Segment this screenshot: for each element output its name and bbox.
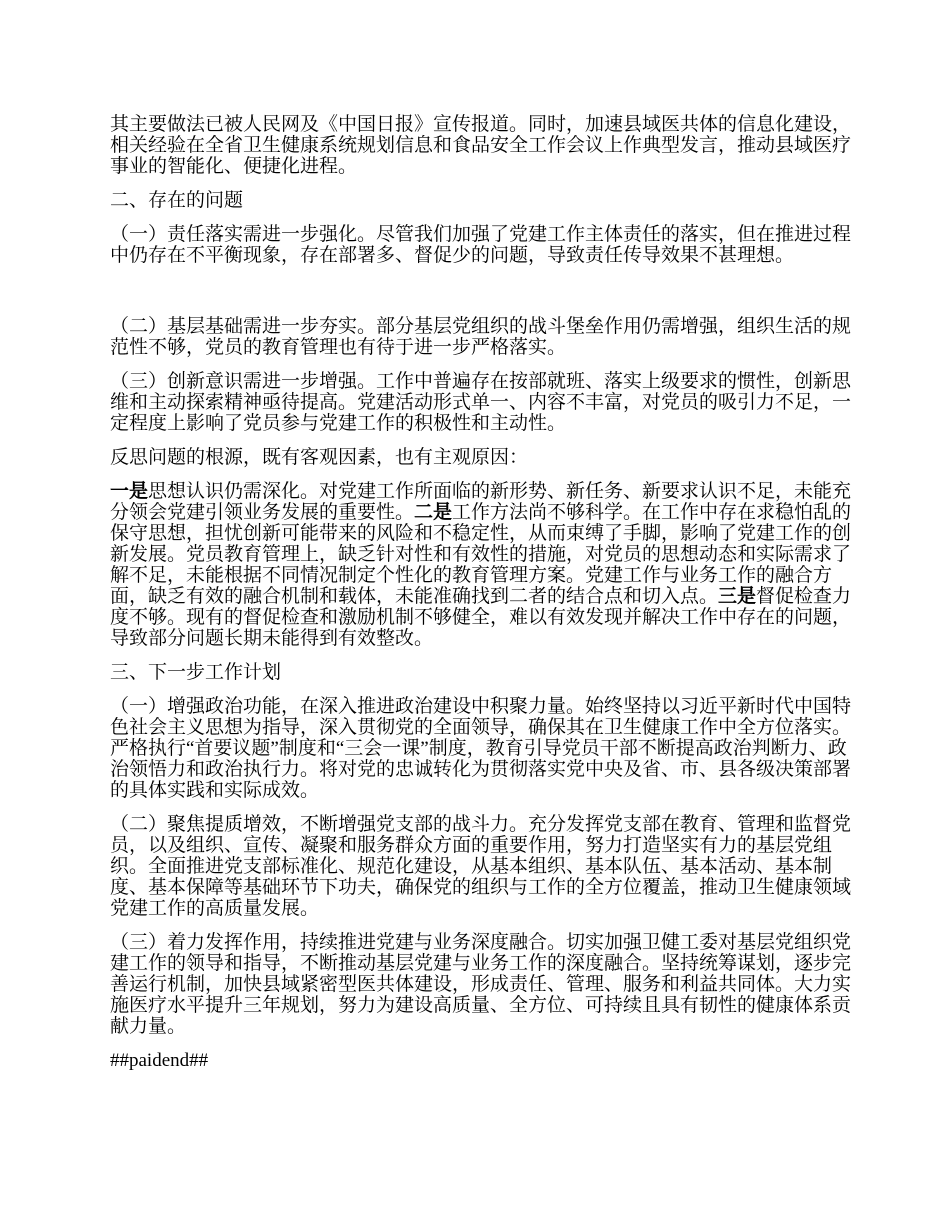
bold-text-run: 二是 — [414, 502, 453, 523]
paragraph — [110, 371, 865, 434]
text-run: 思想认识仍需深化。对党建工作所面临的新形势、新任务、新要求认识不足，未能充分领会党建引领业务发展的重要性。 — [110, 481, 852, 523]
paragraph — [110, 447, 865, 468]
paragraph — [110, 114, 865, 177]
text-run: 反思问题的根源，既有客观因素，也有主观原因： — [110, 447, 529, 468]
text-run: （二）基层基础需进一步夯实。部分基层党组织的战斗堡垒作用仍需增强，组织生活的规范性不够，党员的教育管理也有待于进一步严格落实。 — [110, 316, 852, 358]
paragraph — [110, 224, 865, 266]
text-run: 二、存在的问题 — [110, 190, 244, 211]
text-run: 督促检查力度不够。现有的督促检查和激励机制不够健全，难以有效发现并解决工作中存在的问题，导致部分问题长期未能得到有效整改。 — [110, 586, 852, 649]
section-heading — [110, 190, 865, 211]
text-run: ##paidend## — [110, 1050, 209, 1071]
paid-end-marker — [110, 1050, 865, 1071]
text-run: 三、下一步工作计划 — [110, 662, 282, 683]
text-run: （三）创新意识需进一步增强。工作中普遍存在按部就班、落实上级要求的惯性，创新思维和主动探索精神亟待提高。党建活动形式单一、内容不丰富，对党员的吸引力不足，一定程度上影响了党员参与党建工作的积极性和主动性。 — [110, 371, 852, 434]
bold-text-run: 三是 — [718, 586, 757, 607]
bold-text-run: 一是 — [110, 481, 149, 502]
text-run: （一）责任落实需进一步强化。尽管我们加强了党建工作主体责任的落实，但在推进过程中仍存在不平衡现象，存在部署多、督促少的问题，导致责任传导效果不甚理想。 — [110, 224, 852, 266]
text-run: （三）着力发挥作用，持续推进党建与业务深度融合。切实加强卫健工委对基层党组织党建工作的领导和指导，不断推动基层党建与业务工作的深度融合。坚持统筹谋划，逐步完善运行机制，加快县域紧密型医共体建设，形成责任、管理、服务和利益共同体。大力实施医疗水平提升三年规划，努力为建设高质量、全方位、可持续且具有韧性的健康体系贡献力量。 — [110, 932, 852, 1037]
paragraph — [110, 316, 865, 358]
text-run: （二）聚焦提质增效，不断增强党支部的战斗力。充分发挥党支部在教育、管理和监督党员，以及组织、宣传、凝聚和服务群众方面的重要作用，努力打造坚实有力的基层党组织。全面推进党支部标准化、规范化建设，从基本组织、基本队伍、基本活动、基本制度、基本保障等基础环节下功夫，确保党的组织与工作的全方位覆盖，推动卫生健康领域党建工作的高质量发展。 — [110, 814, 852, 919]
text-run: 其主要做法已被人民网及《中国日报》宣传报道。同时，加速县域医共体的信息化建设，相关经验在全省卫生健康系统规划信息和食品安全工作会议上作典型发言，推动县域医疗事业的智能化、便捷化进程。 — [110, 114, 852, 177]
paragraph — [110, 932, 865, 1037]
section-heading — [110, 662, 865, 683]
paragraph — [110, 696, 865, 801]
paragraph — [110, 481, 865, 649]
text-run: 工作方法尚不够科学。在工作中存在求稳怕乱的保守思想，担忧创新可能带来的风险和不稳定性，从而束缚了手脚，影响了党建工作的创新发展。党员教育管理上，缺乏针对性和有效性的措施，对党员的思想动态和实际需求了解不足，未能根据不同情况制定个性化的教育管理方案。党建工作与业务工作的融合方面，缺乏有效的融合机制和载体，未能准确找到二者的结合点和切入点。 — [110, 502, 852, 607]
text-run: （一）增强政治功能，在深入推进政治建设中积聚力量。始终坚持以习近平新时代中国特色社会主义思想为指导，深入贯彻党的全面领导，确保其在卫生健康工作中全方位落实。严格执行“首要议题”制度和“三会一课”制度，教育引导党员干部不断提高政治判断力、政治领悟力和政治执行力。将对党的忠诚转化为贯彻落实党中央及省、市、县各级决策部署的具体实践和实际成效。 — [110, 696, 852, 801]
paragraph — [110, 814, 865, 919]
